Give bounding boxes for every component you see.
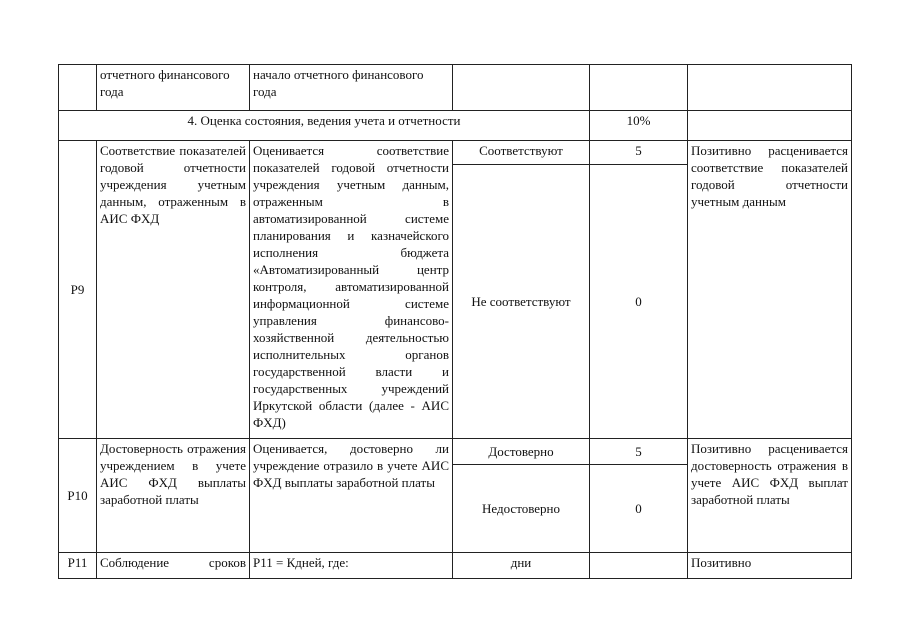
option-label: Недостоверно <box>453 465 590 553</box>
indicator-name: Соответствие показателей годовой отчетности учреждения учетным данным, отраженным в АИС ФХД <box>97 141 250 439</box>
indicator-description: Оценивается, достоверно ли учреждение отразило в учете АИС ФХД выплаты заработной платы <box>250 439 453 553</box>
indicator-code: P11 <box>59 553 97 579</box>
option-label: Соответствуют <box>453 141 590 165</box>
cell-name: отчетного финансового года <box>97 65 250 111</box>
option-score: 0 <box>590 165 688 439</box>
option-score: 5 <box>590 439 688 465</box>
indicator-unit: дни <box>453 553 590 579</box>
option-score <box>590 553 688 579</box>
table-row-p10 <box>59 439 852 465</box>
indicator-assessment: Позитивно расценивается соответствие показателей годовой отчетности учетным данным <box>688 141 852 439</box>
indicator-assessment: Позитивно расценивается достоверность отражения в учете АИС ФХД выплат заработной платы <box>688 439 852 553</box>
cell-option <box>453 65 590 111</box>
option-label: Не соответствуют <box>453 165 590 439</box>
section-header-row <box>59 111 852 141</box>
cell-score <box>590 65 688 111</box>
table-row-p9 <box>59 141 852 165</box>
indicator-description: P11 = Кдней, где: <box>250 553 453 579</box>
indicator-code: P10 <box>59 439 97 553</box>
table-row-p11 <box>59 553 852 579</box>
indicator-assessment: Позитивно <box>688 553 852 579</box>
indicator-description: Оценивается соответствие показателей годовой отчетности учреждения учетным данным, отраженным в автоматизированной системе планирования и казначейского исполнения бюджета «Автоматизированный центр контроля, автоматизированной информационной системе управления финансово-хозяйственной деятельностью исполнительных органов государственной власти и государственных учреждений Иркутской области (далее - АИС ФХД) <box>250 141 453 439</box>
option-label: Достоверно <box>453 439 590 465</box>
indicator-name: Соблюдение сроков <box>97 553 250 579</box>
table-row-continuation <box>59 65 852 111</box>
cell-description: начало отчетного финансового года <box>250 65 453 111</box>
option-score: 0 <box>590 465 688 553</box>
section-title: 4. Оценка состояния, ведения учета и отчетности <box>59 111 590 141</box>
cell-empty <box>688 111 852 141</box>
cell-assessment <box>688 65 852 111</box>
section-weight: 10% <box>590 111 688 141</box>
cell-code <box>59 65 97 111</box>
indicator-table <box>58 64 852 579</box>
indicator-code: P9 <box>59 141 97 439</box>
indicator-name: Достоверность отражения учреждением в учете АИС ФХД выплаты заработной платы <box>97 439 250 553</box>
option-score: 5 <box>590 141 688 165</box>
